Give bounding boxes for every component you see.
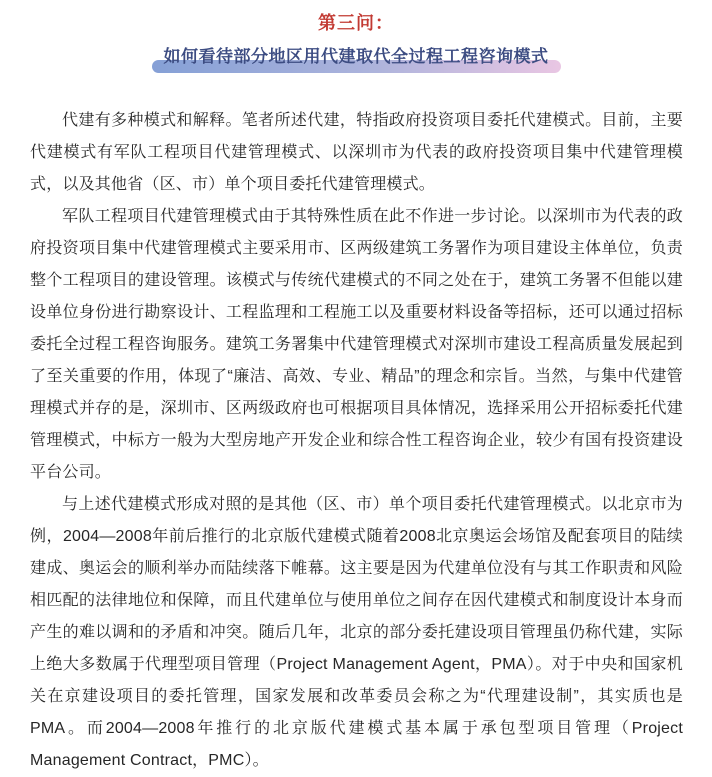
article-subtitle-highlighted: 如何看待部分地区用代建取代全过程工程咨询模式 xyxy=(164,45,549,69)
section-title: 第三问： xyxy=(318,13,394,33)
paragraph-3: 与上述代建模式形成对照的是其他（区、市）单个项目委托代建管理模式。以北京市为例，2004—2008年前后推行的北京版代建模式随着2008北京奥运会场馆及配套项目的陆续建成、奥运会的顺利举办而陆续落下帷幕。这主要是因为代建单位没有与其工作职责和风险相匹配的法律地位和保障，而且代建单位与使用单位之间存在因代建模式和制度设计本身而产生的难以调和的矛盾和冲突。随后几年，北京的部分委托建设项目管理虽仍称代建，实际上绝大多数属于代理型项目管理（Project Management Agent，PMA）。对于中央和国家机关在京建设项目的委托管理，国家发展和改革委员会称之为“代理建设制”，其实质也是PMA。而2004—2008年推行的北京版代建模式基本属于承包型项目管理（Project Management Contract，PMC）。 xyxy=(30,496,683,769)
paragraph-2: 军队工程项目代建管理模式由于其特殊性质在此不作进一步讨论。以深圳市为代表的政府投资项目集中代建管理模式主要采用市、区两级建筑工务署作为项目建设主体单位，负责整个工程项目的建设管理。该模式与传统代建模式的不同之处在于，建筑工务署不但能以建设单位身份进行勘察设计、工程监理和工程施工以及重要材料设备等招标，还可以通过招标委托全过程工程咨询服务。建筑工务署集中代建管理模式对深圳市建设工程高质量发展起到了至关重要的作用，体现了“廉洁、高效、专业、精品”的理念和宗旨。当然，与集中代建管理模式并存的是，深圳市、区两级政府也可根据项目具体情况，选择采用公开招标委托代建管理模式，中标方一般为大型房地产开发企业和综合性工程咨询企业，较少有国有投资建设平台公司。 xyxy=(30,208,683,481)
article-body xyxy=(0,105,712,777)
subtitle-row xyxy=(0,45,712,70)
paragraph-1: 代建有多种模式和解释。笔者所述代建，特指政府投资项目委托代建模式。目前，主要代建模式有军队工程项目代建管理模式、以深圳市为代表的政府投资项目集中代建管理模式，以及其他省（区、市）单个项目委托代建管理模式。 xyxy=(30,112,683,193)
